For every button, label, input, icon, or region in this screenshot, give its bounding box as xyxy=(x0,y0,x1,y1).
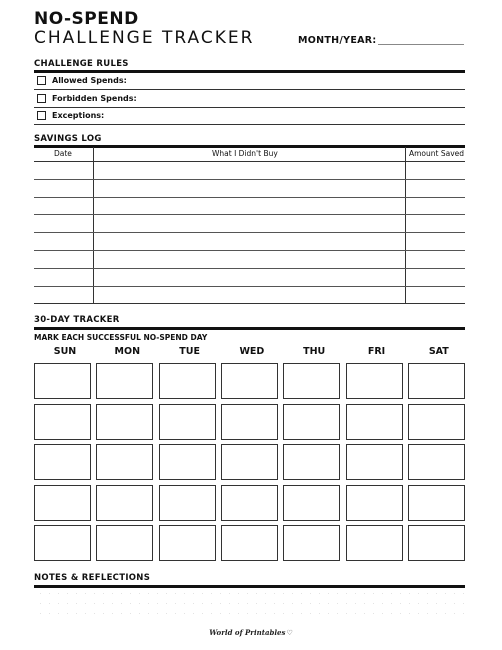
savings-log-header xyxy=(34,147,465,162)
rule-forbidden[interactable] xyxy=(34,90,465,107)
day-cell[interactable] xyxy=(96,485,153,521)
day-cell[interactable] xyxy=(346,444,403,480)
rule-exceptions-checkbox[interactable] xyxy=(37,111,46,120)
tracker-subtitle: MARK EACH SUCCESSFUL NO-SPEND DAY xyxy=(34,333,208,342)
log-row-line xyxy=(34,232,465,233)
day-header-fri: FRI xyxy=(367,346,386,357)
day-cell[interactable] xyxy=(221,363,278,399)
title-line-1: NO-SPEND xyxy=(34,9,139,29)
tracker-title: 30-DAY TRACKER xyxy=(34,315,120,325)
day-cell[interactable] xyxy=(346,485,403,521)
day-cell[interactable] xyxy=(159,363,216,399)
log-row-line xyxy=(34,250,465,251)
notes-dot-line xyxy=(36,593,464,594)
rule-allowed-label: Allowed Spends: xyxy=(52,76,127,85)
rules-title: CHALLENGE RULES xyxy=(34,59,129,69)
day-cell[interactable] xyxy=(346,525,403,561)
day-cell[interactable] xyxy=(34,444,91,480)
rule-allowed[interactable] xyxy=(34,72,465,89)
day-cell[interactable] xyxy=(283,485,340,521)
month-year-field[interactable] xyxy=(378,44,464,45)
day-header-wed: WED xyxy=(239,346,265,357)
rule-exceptions-label: Exceptions: xyxy=(52,111,105,120)
notes-title: NOTES & REFLECTIONS xyxy=(34,573,151,583)
day-cell[interactable] xyxy=(408,485,465,521)
col-date-header: Date xyxy=(54,149,72,158)
day-cell[interactable] xyxy=(283,404,340,440)
rule-forbidden-label: Forbidden Spends: xyxy=(52,94,137,103)
day-header-tue: TUE xyxy=(179,346,200,357)
notes-dot-line xyxy=(36,603,464,604)
day-cell[interactable] xyxy=(283,525,340,561)
day-cell[interactable] xyxy=(221,525,278,561)
day-cell[interactable] xyxy=(159,525,216,561)
day-header-mon: MON xyxy=(114,346,141,357)
day-cell[interactable] xyxy=(34,363,91,399)
day-cell[interactable] xyxy=(283,363,340,399)
day-header-sun: SUN xyxy=(53,346,77,357)
savings-log-table xyxy=(34,147,465,304)
column-divider xyxy=(93,147,94,304)
rule-allowed-checkbox[interactable] xyxy=(37,76,46,85)
day-cell[interactable] xyxy=(283,444,340,480)
savings-log-title: SAVINGS LOG xyxy=(34,134,102,144)
rule-forbidden-checkbox[interactable] xyxy=(37,94,46,103)
day-cell[interactable] xyxy=(408,525,465,561)
day-cell[interactable] xyxy=(221,404,278,440)
log-row-line xyxy=(34,303,465,304)
day-cell[interactable] xyxy=(408,444,465,480)
day-cell[interactable] xyxy=(34,485,91,521)
day-cell[interactable] xyxy=(96,363,153,399)
day-header-sat: SAT xyxy=(428,346,449,357)
tracker-divider xyxy=(34,327,465,330)
rule-exceptions[interactable] xyxy=(34,107,465,124)
rule-line xyxy=(34,124,465,125)
day-cell[interactable] xyxy=(221,485,278,521)
day-cell[interactable] xyxy=(159,444,216,480)
day-cell[interactable] xyxy=(96,404,153,440)
day-cell[interactable] xyxy=(346,404,403,440)
notes-dot-line xyxy=(36,613,464,614)
brand-text: World of Printables xyxy=(209,628,286,637)
day-cell[interactable] xyxy=(159,404,216,440)
footer-brand xyxy=(0,628,502,637)
day-cell[interactable] xyxy=(96,525,153,561)
title-line-2: CHALLENGE TRACKER xyxy=(34,28,255,48)
day-cell[interactable] xyxy=(408,404,465,440)
day-cell[interactable] xyxy=(221,444,278,480)
day-header-thu: THU xyxy=(303,346,326,357)
log-row-line xyxy=(34,214,465,215)
day-cell[interactable] xyxy=(346,363,403,399)
log-row-line xyxy=(34,286,465,287)
col-amount-header: Amount Saved xyxy=(409,149,465,158)
log-row-line xyxy=(34,179,465,180)
day-cell[interactable] xyxy=(408,363,465,399)
col-item-header: What I Didn't Buy xyxy=(212,149,278,158)
heart-icon: ♡ xyxy=(286,628,293,637)
day-cell[interactable] xyxy=(96,444,153,480)
month-year-label: MONTH/YEAR: xyxy=(298,35,377,46)
log-row-line xyxy=(34,268,465,269)
notes-divider xyxy=(34,585,465,588)
day-cell[interactable] xyxy=(159,485,216,521)
day-cell[interactable] xyxy=(34,525,91,561)
log-row-line xyxy=(34,197,465,198)
day-cell[interactable] xyxy=(34,404,91,440)
column-divider xyxy=(405,147,406,304)
